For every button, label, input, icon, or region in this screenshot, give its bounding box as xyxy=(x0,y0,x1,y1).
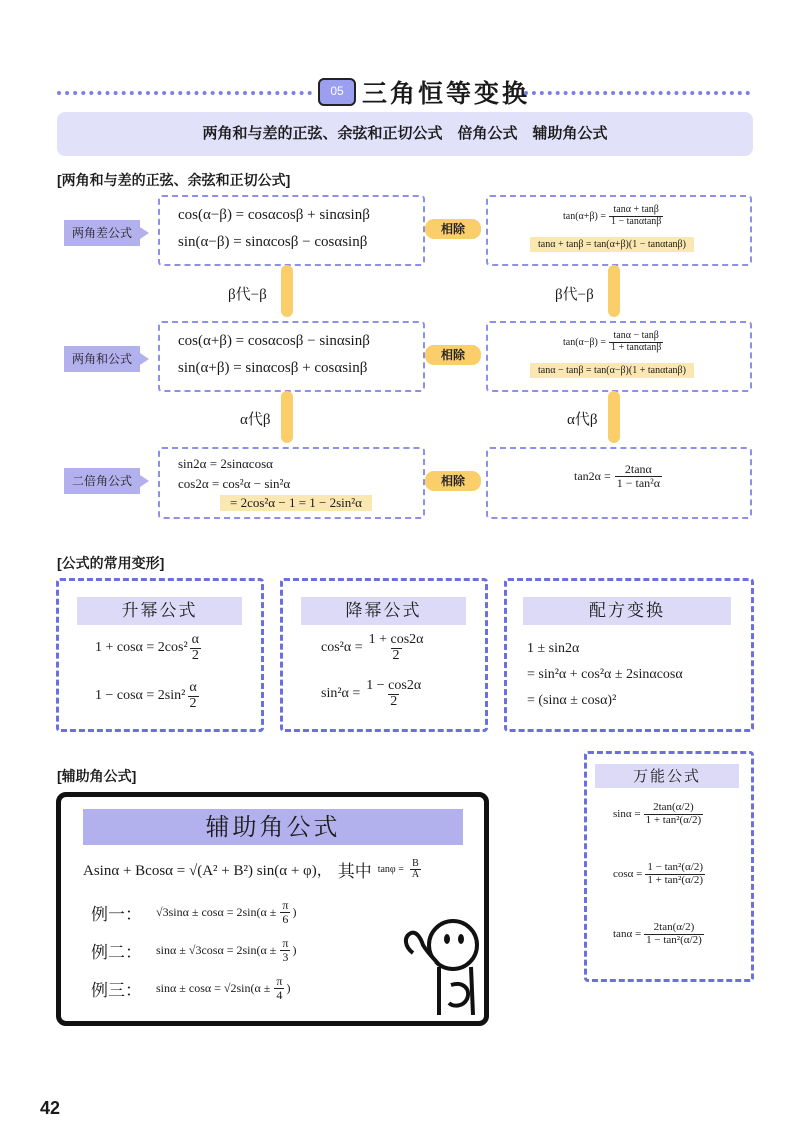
lower-f2-num: 1 − cos2α xyxy=(366,678,422,693)
box-complete-square xyxy=(504,578,754,732)
example-3-lhs: sinα ± cosα = √2sin(α ± xyxy=(156,980,271,995)
formula-sin-sum: sin(α+β) = sinαcosβ + cosαsinβ xyxy=(178,360,368,376)
section-title-auxiliary: [辅助角公式] xyxy=(57,768,137,784)
universal-cos-num: 1 − tan²(α/2) xyxy=(647,861,703,873)
example-2-den: 3 xyxy=(282,949,289,964)
box-auxiliary-angle xyxy=(56,792,489,1026)
tan-diff-lhs: tan(α−β) = xyxy=(563,336,606,348)
label-alpha-beta-right: α代β xyxy=(567,412,598,428)
example-1-label: 例一： xyxy=(91,904,142,925)
tan-diff-variant: tanα − tanβ = tan(α−β)(1 + tanαtanβ) xyxy=(530,363,694,378)
divide-label-row1: 相除 xyxy=(425,219,481,239)
example-1 xyxy=(91,899,296,925)
example-2-num: π xyxy=(282,936,289,950)
chapter-number-badge: 05 xyxy=(318,78,356,106)
example-2 xyxy=(91,937,296,963)
example-1-lhs: √3sinα ± cosα = 2sin(α ± xyxy=(156,904,277,919)
box-raise-power xyxy=(56,578,264,732)
lower-f2-lhs: sin²α = xyxy=(321,686,361,702)
lower-f2-den: 2 xyxy=(390,693,398,709)
auxiliary-where-num: B xyxy=(412,857,419,869)
label-beta-neg-left: β代−β xyxy=(228,287,267,303)
tan-sum-variant: tanα + tanβ = tan(α+β)(1 − tanαtanβ) xyxy=(530,237,694,252)
connector-left-1 xyxy=(281,265,293,317)
chapter-title: 三角恒等变换 xyxy=(362,79,531,108)
formula-cos-double-variant: = 2cos²α − 1 = 1 − 2sin²α xyxy=(220,495,372,511)
divide-label-row2: 相除 xyxy=(425,345,481,365)
lower-f1-lhs: cos²α = xyxy=(321,640,363,656)
header-dots-left xyxy=(57,91,312,95)
box-universal-formula xyxy=(584,751,754,982)
universal-sin-den: 1 + tan²(α/2) xyxy=(645,813,702,826)
auxiliary-where-den: A xyxy=(411,869,420,880)
tan-sum-num: tanα + tanβ xyxy=(613,204,659,215)
topic-banner: 两角和与差的正弦、余弦和正切公式 倍角公式 辅助角公式 xyxy=(57,112,753,156)
tan-double-num: 2tanα xyxy=(624,462,652,476)
tan-diff-den: 1 + tanαtanβ xyxy=(610,341,662,353)
raise-f2-den: 2 xyxy=(189,695,197,711)
example-1-den: 6 xyxy=(282,911,289,926)
tan-sum-den: 1 − tanαtanβ xyxy=(610,215,662,227)
box-double-sincos xyxy=(158,447,425,519)
label-alpha-beta-left: α代β xyxy=(240,412,271,428)
example-1-tail: ) xyxy=(292,904,297,919)
square-line-1: 1 ± sin2α xyxy=(527,641,580,656)
formula-cos-sum: cos(α+β) = cosαcosβ − sinαsinβ xyxy=(178,333,370,349)
lower-f1-num: 1 + cos2α xyxy=(368,632,424,647)
tag-difference-formula: 两角差公式 xyxy=(64,220,140,246)
complete-square-title: 配方变换 xyxy=(523,597,731,625)
tan-double-den: 1 − tan²α xyxy=(616,475,661,490)
universal-tan-lhs: tanα = xyxy=(613,928,642,941)
lower-f1-den: 2 xyxy=(392,647,400,663)
example-2-tail: ) xyxy=(292,942,297,957)
square-line-3: = (sinα ± cosα)² xyxy=(527,693,617,708)
raise-f1-lhs: 1 + cosα = 2cos² xyxy=(95,640,188,656)
universal-sin-lhs: sinα = xyxy=(613,808,641,821)
box-tan-double xyxy=(486,447,752,519)
section-title-sum-diff: [两角和与差的正弦、余弦和正切公式] xyxy=(57,172,291,188)
example-2-lhs: sinα ± √3cosα = 2sin(α ± xyxy=(156,942,277,957)
tan-sum-lhs: tan(α+β) = xyxy=(563,210,606,222)
connector-right-2 xyxy=(608,391,620,443)
example-1-num: π xyxy=(282,898,289,912)
formula-cos-diff: cos(α−β) = cosαcosβ + sinαsinβ xyxy=(178,207,370,223)
box-diff-sincos xyxy=(158,195,425,266)
label-beta-neg-right: β代−β xyxy=(555,287,594,303)
box-tan-diff xyxy=(486,321,752,392)
box-tan-sum xyxy=(486,195,752,266)
universal-cos-den: 1 + tan²(α/2) xyxy=(647,873,703,886)
formula-cos-double: cos2α = cos²α − sin²α xyxy=(178,476,291,491)
raise-f1-num: α xyxy=(191,632,199,647)
example-3-label: 例三： xyxy=(91,980,142,1001)
example-2-label: 例二： xyxy=(91,942,142,963)
example-3-den: 4 xyxy=(276,987,283,1002)
box-sum-sincos xyxy=(158,321,425,392)
divide-label-row3: 相除 xyxy=(425,471,481,491)
universal-sin-num: 2tan(α/2) xyxy=(653,801,694,813)
connector-left-2 xyxy=(281,391,293,443)
tag-double-angle: 二倍角公式 xyxy=(64,468,140,494)
mascot-illustration xyxy=(401,915,483,1015)
box-lower-power xyxy=(280,578,488,732)
example-3-num: π xyxy=(276,974,283,988)
section-title-variants: [公式的常用变形] xyxy=(57,555,165,571)
raise-f1-den: 2 xyxy=(191,647,199,663)
connector-right-1 xyxy=(608,265,620,317)
auxiliary-where-label: 其中 xyxy=(337,862,372,881)
tan-double-lhs: tan2α = xyxy=(574,468,611,483)
auxiliary-where-lhs: tanφ = xyxy=(377,864,404,875)
header-dots-right xyxy=(524,91,750,95)
formula-sin-double: sin2α = 2sinαcosα xyxy=(178,456,273,471)
example-3-tail: ) xyxy=(286,980,291,995)
auxiliary-main-formula: Asinα + Bcosα = √(A² + B²) sin(α + φ)， xyxy=(83,863,332,879)
universal-tan-den: 1 − tan²(α/2) xyxy=(646,933,702,946)
lower-power-title: 降幂公式 xyxy=(301,597,466,625)
universal-tan-num: 2tan(α/2) xyxy=(653,921,695,933)
raise-power-title: 升幂公式 xyxy=(77,597,242,625)
raise-f2-num: α xyxy=(189,680,197,695)
tag-sum-formula: 两角和公式 xyxy=(64,346,140,372)
raise-f2-lhs: 1 − cosα = 2sin² xyxy=(95,688,186,704)
auxiliary-title: 辅助角公式 xyxy=(83,809,463,845)
universal-cos-lhs: cosα = xyxy=(613,868,643,881)
example-3 xyxy=(91,975,290,1001)
tan-diff-num: tanα − tanβ xyxy=(613,330,659,341)
square-line-2: = sin²α + cos²α ± 2sinαcosα xyxy=(527,667,683,682)
formula-sin-diff: sin(α−β) = sinαcosβ − cosαsinβ xyxy=(178,234,368,250)
page-number: 42 xyxy=(40,1098,61,1118)
universal-title: 万能公式 xyxy=(595,764,739,788)
